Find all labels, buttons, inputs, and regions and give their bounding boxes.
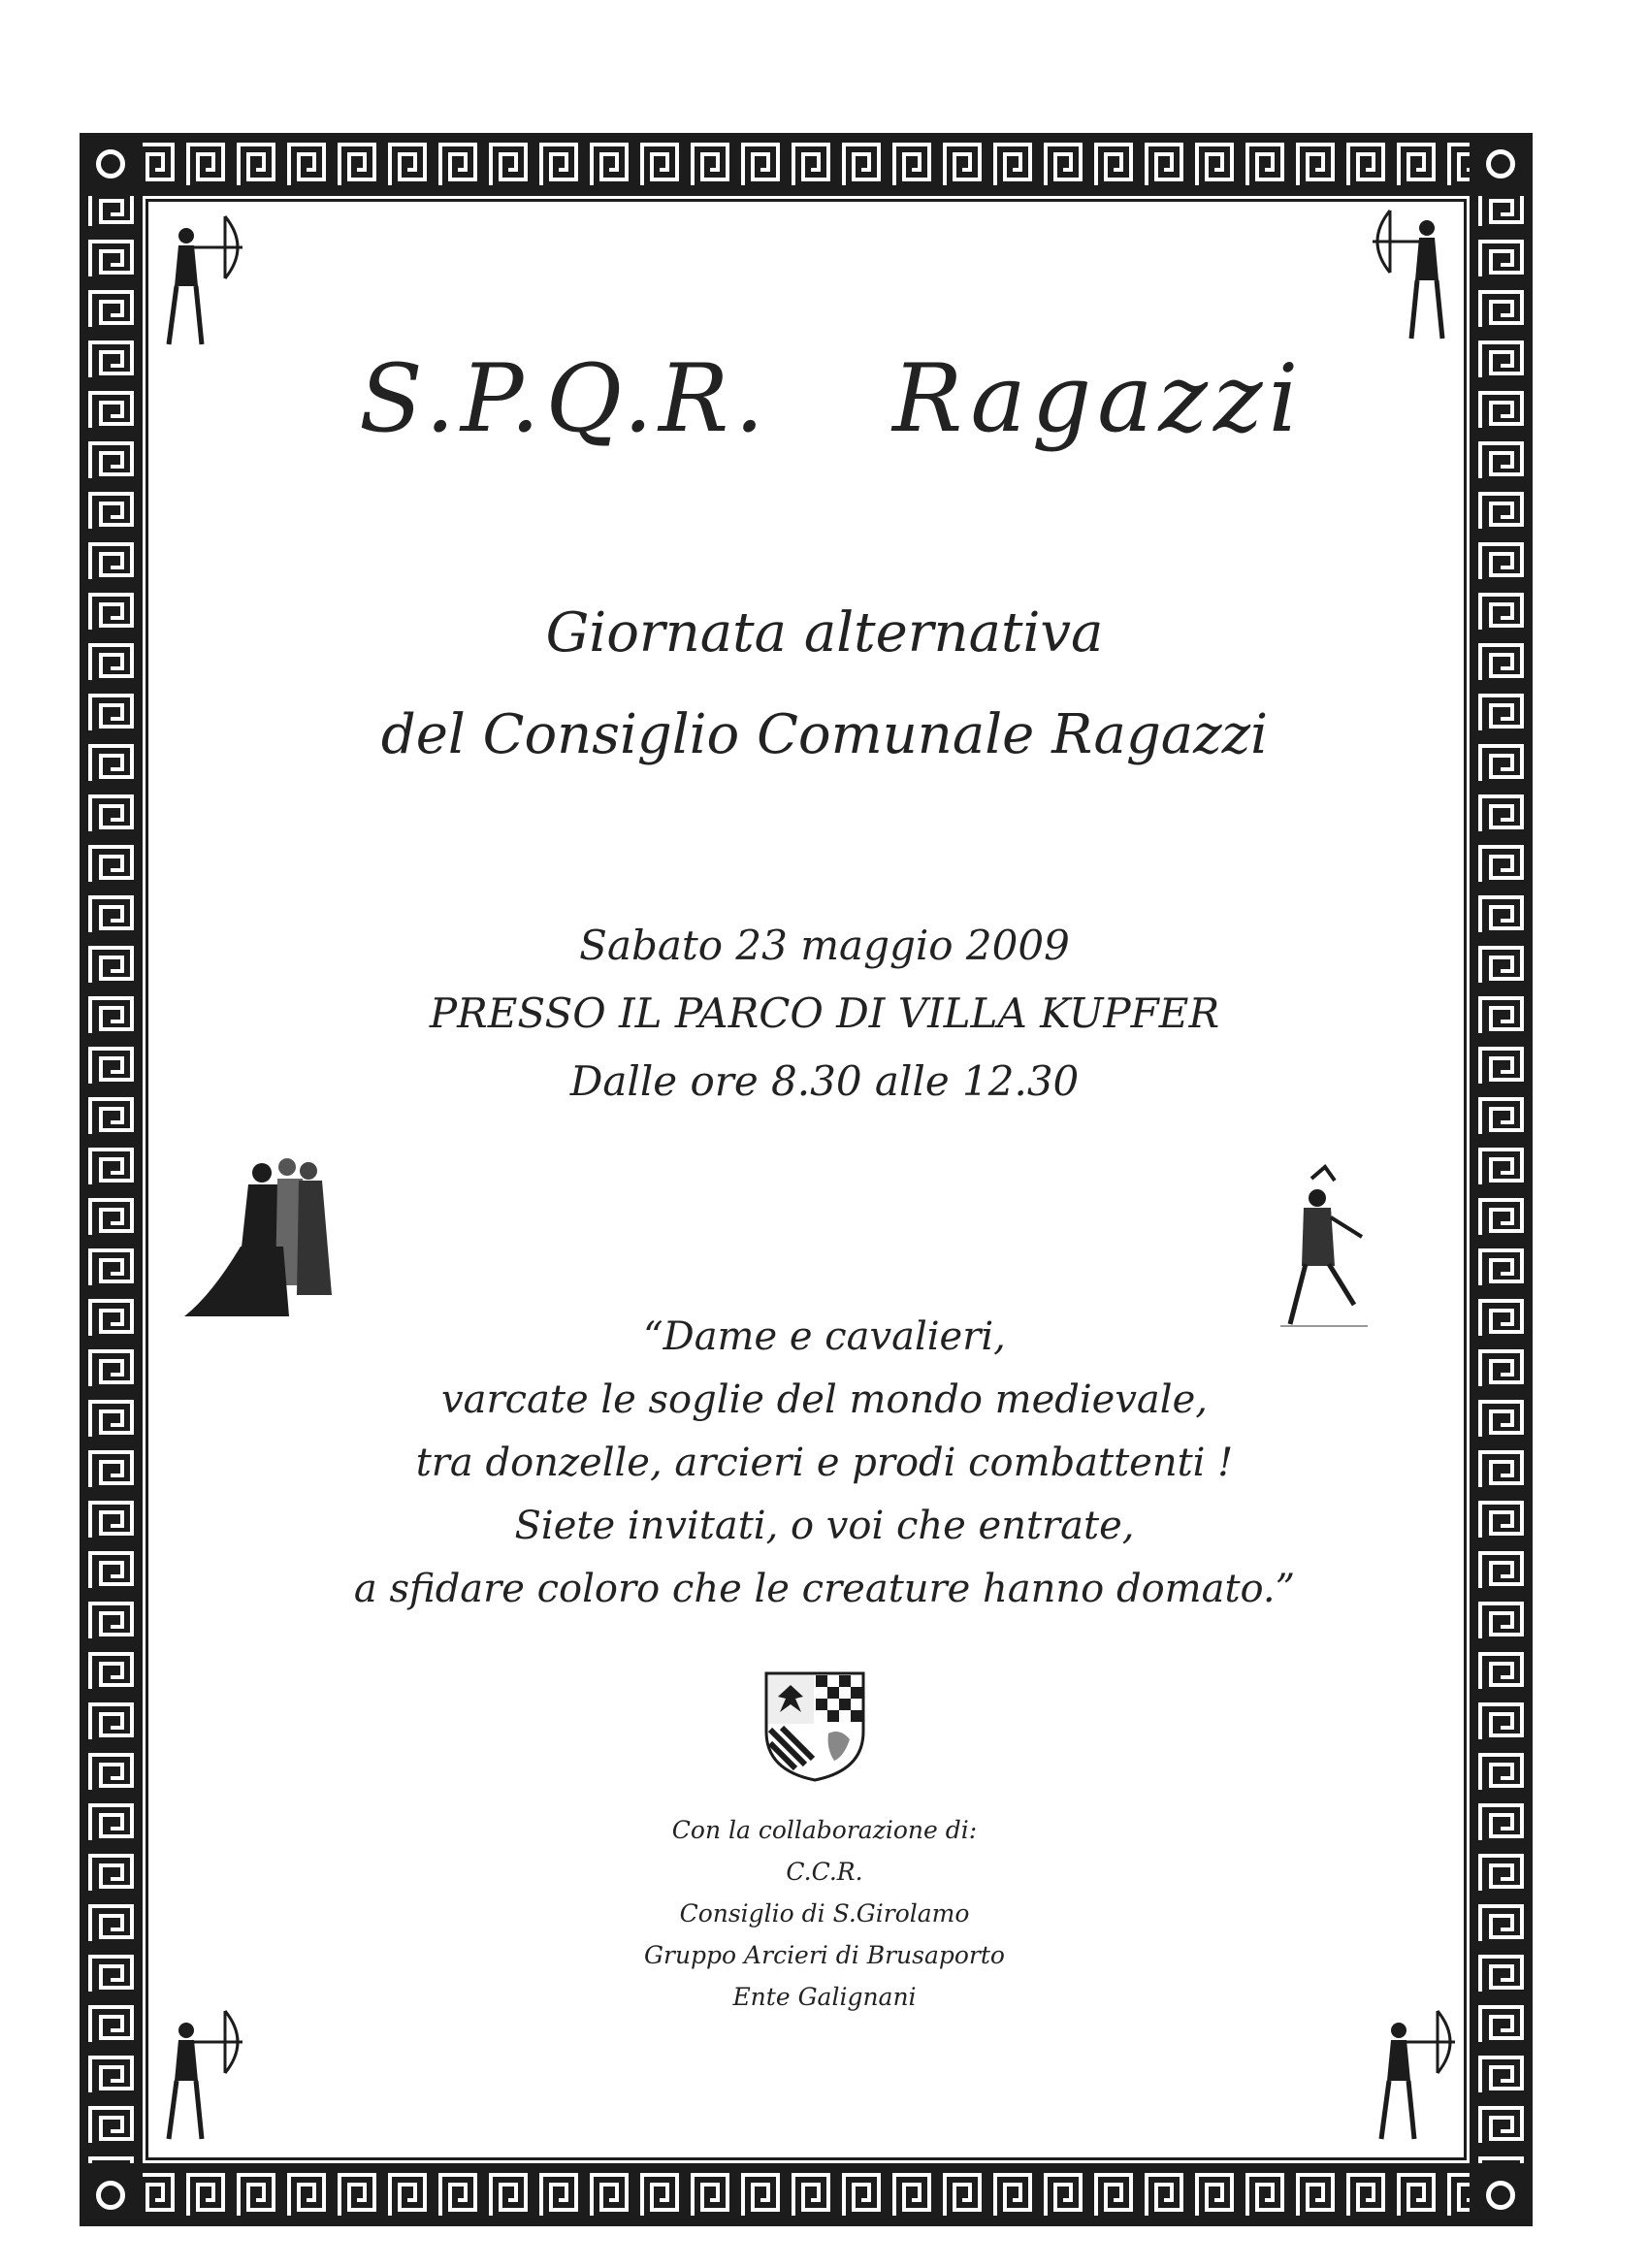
- quote-line-1: “Dame e cavalieri,: [643, 1314, 1006, 1359]
- quote-line-3: tra donzelle, arcieri e prodi combattenti !: [415, 1441, 1234, 1485]
- title: [291, 344, 1358, 470]
- subtitle-line-1: Giornata alternativa: [545, 601, 1104, 664]
- corner-ornament-top-right: [1486, 149, 1515, 178]
- quote-line-2: varcate le soglie del mondo medievale,: [441, 1377, 1208, 1422]
- archer-icon: [155, 209, 252, 354]
- corner-ornament-bottom-right: [1486, 2181, 1515, 2210]
- title-spqr: S.P.Q.R.: [359, 344, 770, 453]
- greek-key-border-bottom: [80, 2163, 1533, 2226]
- archer-icon: [1368, 2003, 1465, 2149]
- quote-line-5: a sfidare coloro che le creature hanno domato.”: [353, 1567, 1296, 1611]
- coat-of-arms-crest: [757, 1664, 873, 1785]
- event-hours: Dalle ore 8.30 alle 12.30: [569, 1057, 1080, 1105]
- corner-ornament-top-left: [96, 149, 125, 178]
- subtitle-line-2: del Consiglio Comunale Ragazzi: [380, 703, 1269, 766]
- event-date: Sabato 23 maggio 2009: [579, 922, 1070, 969]
- jester-dancer-illustration: [1261, 1159, 1387, 1329]
- event-place: PRESSO IL PARCO DI VILLA KUPFER: [429, 989, 1220, 1037]
- noble-ladies-illustration: [182, 1150, 357, 1319]
- corner-ornament-bottom-left: [96, 2181, 125, 2210]
- greek-key-border-right: [1470, 133, 1533, 2226]
- quote-line-4: Siete invitati, o voi che entrate,: [514, 1504, 1135, 1548]
- title-ragazzi: Ragazzi: [892, 344, 1305, 453]
- greek-key-pattern-top: [80, 133, 1533, 196]
- partner-gruppo-arcieri: Gruppo Arcieri di Brusaporto: [644, 1941, 1005, 1969]
- partner-ente-galignani: Ente Galignani: [732, 1983, 917, 2011]
- greek-key-border-left: [80, 133, 143, 2226]
- greek-key-pattern-right: [1470, 133, 1533, 2226]
- collaboration-heading: Con la collaborazione di:: [671, 1816, 978, 1844]
- greek-key-border-top: [80, 133, 1533, 196]
- archer-icon: [155, 2003, 252, 2149]
- greek-key-pattern-bottom: [80, 2163, 1533, 2226]
- archer-icon: [1363, 199, 1460, 344]
- partner-consiglio-s-girolamo: Consiglio di S.Girolamo: [679, 1899, 970, 1928]
- greek-key-pattern-left: [80, 133, 143, 2226]
- partner-ccr: C.C.R.: [786, 1858, 863, 1886]
